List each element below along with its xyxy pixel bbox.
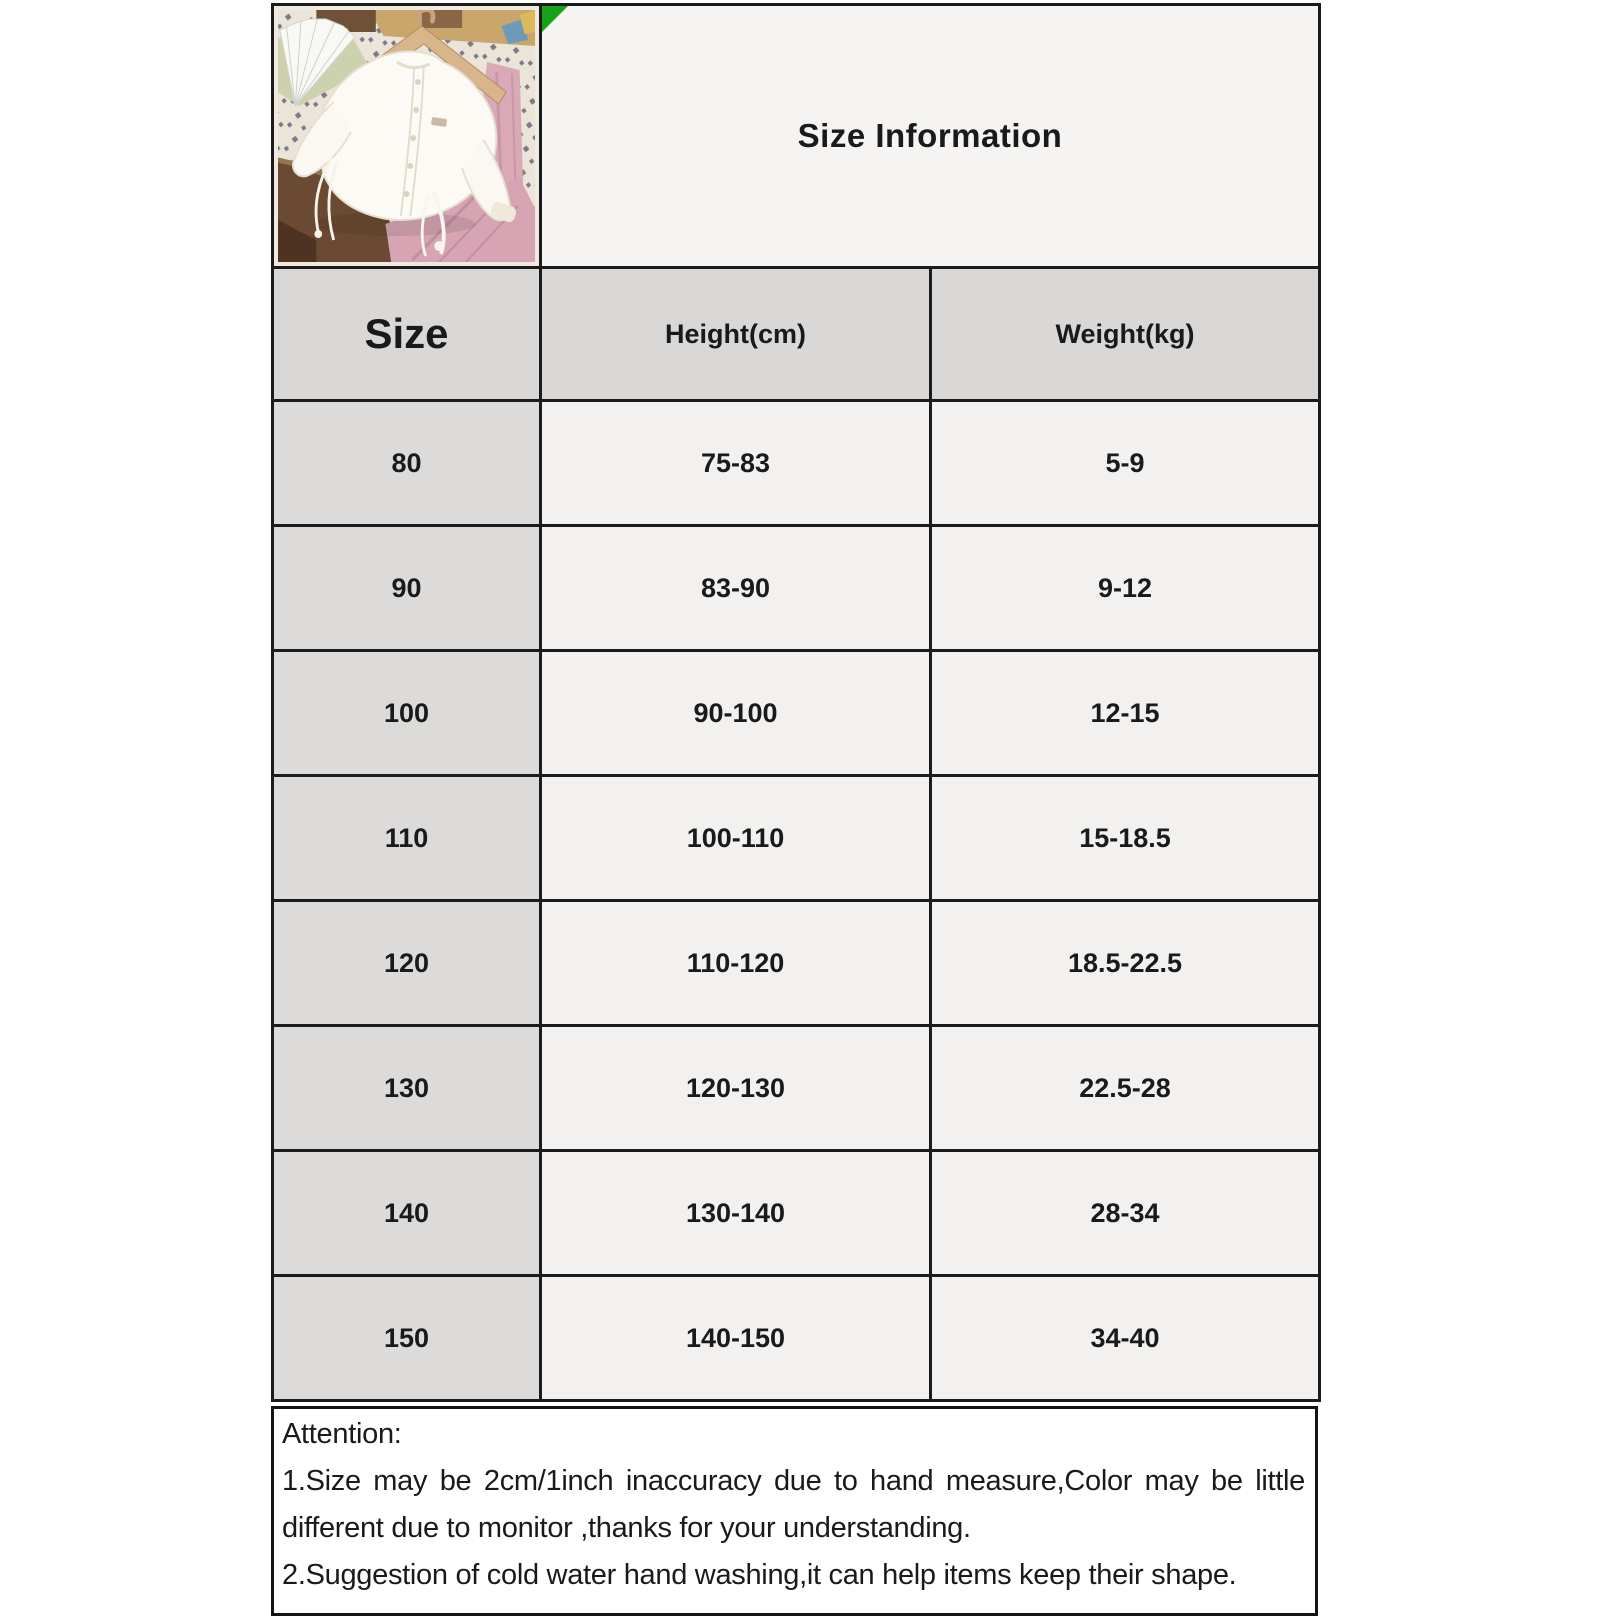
weight-value: 34-40 (931, 1276, 1320, 1401)
top-row (273, 5, 1320, 268)
corner-flag-icon (542, 6, 568, 32)
table-row (273, 776, 1320, 901)
table-row (273, 401, 1320, 526)
column-header-height: Height(cm) (541, 268, 931, 401)
attention-box (271, 1406, 1318, 1616)
table-row (273, 526, 1320, 651)
column-header-weight: Weight(kg) (931, 268, 1320, 401)
attention-heading: Attention: (282, 1418, 402, 1450)
column-header-row (273, 268, 1320, 401)
size-value: 140 (273, 1151, 541, 1276)
table-row (273, 901, 1320, 1026)
weight-value: 9-12 (931, 526, 1320, 651)
table-row (273, 1276, 1320, 1401)
height-value: 90-100 (541, 651, 931, 776)
height-value: 100-110 (541, 776, 931, 901)
height-value: 140-150 (541, 1276, 931, 1401)
size-value: 110 (273, 776, 541, 901)
size-value: 150 (273, 1276, 541, 1401)
height-value: 75-83 (541, 401, 931, 526)
weight-value: 5-9 (931, 401, 1320, 526)
weight-value: 18.5-22.5 (931, 901, 1320, 1026)
attention-note-1: 1.Size may be 2cm/1inch inaccuracy due to hand measure,Color may be little different due to monitor ,thanks for your understanding. (282, 1465, 1305, 1544)
size-table (271, 3, 1321, 1402)
size-value: 80 (273, 401, 541, 526)
attention-note-2: 2.Suggestion of cold water hand washing,it can help items keep their shape. (282, 1559, 1237, 1591)
height-value: 130-140 (541, 1151, 931, 1276)
product-photo-cell (273, 5, 541, 268)
weight-value: 28-34 (931, 1151, 1320, 1276)
column-header-size: Size (273, 268, 541, 401)
table-row (273, 651, 1320, 776)
product-photo (278, 10, 535, 262)
weight-value: 15-18.5 (931, 776, 1320, 901)
height-value: 120-130 (541, 1026, 931, 1151)
size-value: 100 (273, 651, 541, 776)
table-row (273, 1026, 1320, 1151)
weight-value: 22.5-28 (931, 1026, 1320, 1151)
size-value: 120 (273, 901, 541, 1026)
size-value: 90 (273, 526, 541, 651)
size-info-sheet (271, 3, 1318, 1616)
weight-value: 12-15 (931, 651, 1320, 776)
table-row (273, 1151, 1320, 1276)
height-value: 110-120 (541, 901, 931, 1026)
height-value: 83-90 (541, 526, 931, 651)
page-title: Size Information (797, 117, 1063, 154)
size-value: 130 (273, 1026, 541, 1151)
sheet-title-cell (541, 5, 1320, 268)
